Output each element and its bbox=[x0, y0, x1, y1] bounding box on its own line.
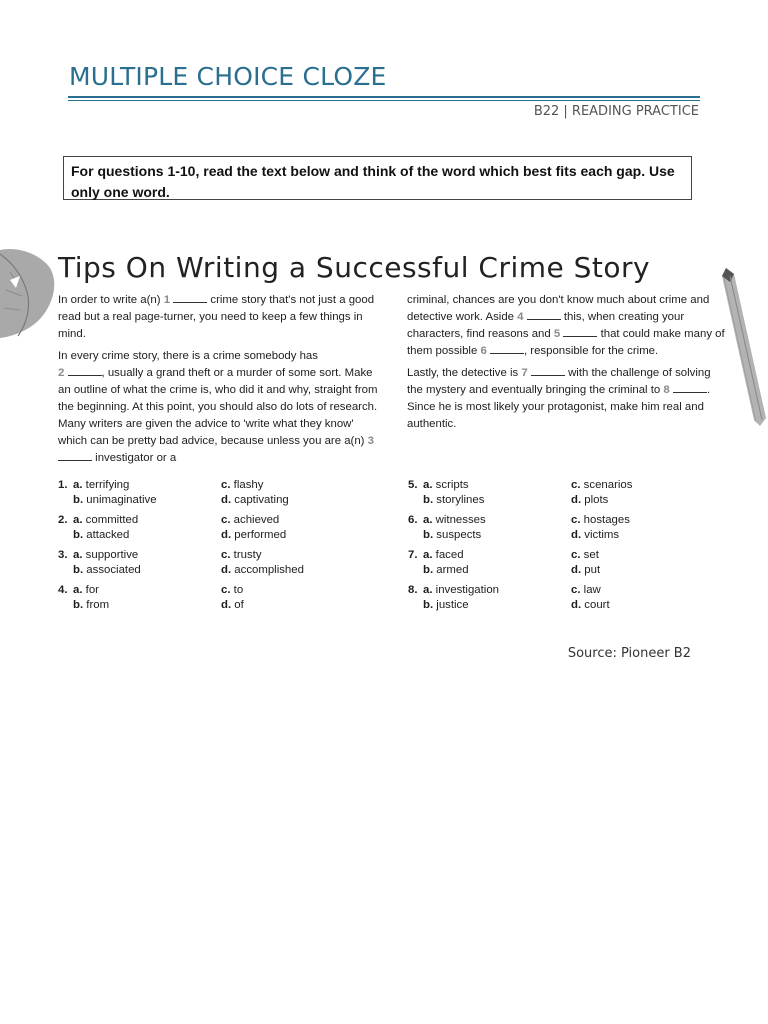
question-number: 5. bbox=[408, 479, 418, 491]
option-b[interactable] bbox=[73, 528, 129, 543]
option-letter: d. bbox=[221, 564, 232, 576]
option-text: hostages bbox=[583, 514, 630, 526]
option-text: storylines bbox=[436, 494, 485, 506]
option-text: terrifying bbox=[85, 479, 130, 491]
option-text: unimaginative bbox=[86, 494, 157, 506]
option-letter: d. bbox=[221, 494, 232, 506]
story-right-column bbox=[407, 292, 729, 438]
option-letter: d. bbox=[571, 494, 582, 506]
instructions-box bbox=[63, 156, 692, 200]
story-text: that could make many of them possible bbox=[407, 328, 725, 357]
option-letter: b. bbox=[423, 494, 434, 506]
question-number: 3. bbox=[58, 549, 68, 561]
option-letter: a. bbox=[423, 584, 433, 596]
story-text: with the challenge of solving the mystery and eventually bringing the criminal to bbox=[407, 367, 711, 396]
option-letter: b. bbox=[73, 529, 84, 541]
option-d[interactable] bbox=[221, 528, 286, 543]
gap-blank bbox=[531, 365, 565, 376]
option-d[interactable] bbox=[571, 563, 600, 578]
option-b[interactable] bbox=[73, 598, 109, 613]
question-item bbox=[58, 548, 358, 580]
option-a[interactable] bbox=[423, 583, 499, 598]
option-a[interactable] bbox=[73, 478, 129, 493]
option-letter: a. bbox=[73, 584, 83, 596]
option-letter: a. bbox=[73, 479, 83, 491]
option-c[interactable] bbox=[221, 548, 262, 563]
option-d[interactable] bbox=[221, 493, 289, 508]
question-item bbox=[408, 478, 708, 510]
question-item bbox=[408, 513, 708, 545]
question-number: 7. bbox=[408, 549, 418, 561]
option-letter: c. bbox=[571, 479, 581, 491]
story-text: criminal, chances are you don't know much about crime and detective work. Aside bbox=[407, 294, 710, 323]
option-letter: c. bbox=[221, 549, 231, 561]
option-a[interactable] bbox=[423, 478, 469, 493]
question-item bbox=[58, 478, 358, 510]
option-letter: b. bbox=[423, 529, 434, 541]
option-text: victims bbox=[584, 529, 620, 541]
option-c[interactable] bbox=[571, 583, 601, 598]
gap-blank bbox=[673, 382, 707, 393]
option-a[interactable] bbox=[423, 548, 464, 563]
option-text: court bbox=[584, 599, 610, 611]
option-c[interactable] bbox=[221, 513, 279, 528]
question-number: 2. bbox=[58, 514, 68, 526]
gap-number: 6 bbox=[480, 345, 487, 357]
option-b[interactable] bbox=[73, 493, 157, 508]
option-a[interactable] bbox=[73, 583, 99, 598]
gap-blank bbox=[527, 309, 561, 320]
source-credit: Source: Pioneer B2 bbox=[567, 646, 691, 661]
option-text: performed bbox=[234, 529, 287, 541]
header-rule-thick bbox=[68, 96, 700, 98]
page-title: MULTIPLE CHOICE CLOZE bbox=[69, 62, 387, 91]
option-letter: c. bbox=[221, 479, 231, 491]
option-text: supportive bbox=[85, 549, 139, 561]
option-text: accomplished bbox=[234, 564, 304, 576]
story-paragraph bbox=[58, 292, 380, 343]
question-item bbox=[58, 583, 358, 615]
option-text: to bbox=[233, 584, 244, 596]
option-text: committed bbox=[85, 514, 139, 526]
story-text: In order to write a(n) bbox=[58, 294, 164, 306]
option-letter: a. bbox=[423, 514, 433, 526]
question-number: 6. bbox=[408, 514, 418, 526]
option-text: flashy bbox=[233, 479, 264, 491]
option-c[interactable] bbox=[571, 548, 599, 563]
option-text: of bbox=[234, 599, 244, 611]
option-d[interactable] bbox=[221, 598, 244, 613]
gap-number: 7 bbox=[521, 367, 528, 379]
story-paragraph bbox=[58, 348, 380, 467]
gap-number: 2 bbox=[58, 367, 65, 379]
option-b[interactable] bbox=[73, 563, 141, 578]
option-letter: a. bbox=[73, 514, 83, 526]
option-letter: d. bbox=[221, 599, 232, 611]
option-text: for bbox=[85, 584, 99, 596]
gap-blank bbox=[490, 343, 524, 354]
option-letter: b. bbox=[73, 599, 84, 611]
gap-number: 1 bbox=[163, 294, 171, 306]
gap-number: 5 bbox=[553, 328, 561, 340]
gap-blank bbox=[58, 450, 92, 461]
option-d[interactable] bbox=[221, 563, 304, 578]
story-text: . Since he is most likely your protagonist, make him real and authentic. bbox=[407, 384, 711, 430]
leaf-decoration-icon bbox=[0, 244, 58, 340]
option-text: captivating bbox=[234, 494, 289, 506]
option-b[interactable] bbox=[423, 528, 481, 543]
option-text: armed bbox=[436, 564, 469, 576]
story-text: crime story that's not just a good read but a real page-turner, you need to keep a few things in mind. bbox=[58, 294, 375, 340]
story-title: Tips On Writing a Successful Crime Story bbox=[58, 251, 651, 284]
option-b[interactable] bbox=[423, 598, 469, 613]
option-letter: a. bbox=[423, 549, 433, 561]
option-d[interactable] bbox=[571, 598, 610, 613]
page-subtitle: B22 | READING PRACTICE bbox=[533, 104, 699, 119]
story-paragraph bbox=[407, 292, 729, 360]
option-letter: c. bbox=[221, 584, 231, 596]
option-text: investigation bbox=[435, 584, 499, 596]
option-text: put bbox=[584, 564, 601, 576]
option-a[interactable] bbox=[73, 548, 138, 563]
story-paragraph bbox=[407, 365, 729, 433]
story-text: this, when creating your characters, find reasons and bbox=[407, 311, 685, 340]
option-letter: b. bbox=[423, 564, 434, 576]
option-letter: b. bbox=[73, 564, 84, 576]
option-text: associated bbox=[86, 564, 141, 576]
option-a[interactable] bbox=[423, 513, 486, 528]
option-text: trusty bbox=[233, 549, 262, 561]
option-b[interactable] bbox=[423, 563, 469, 578]
option-text: justice bbox=[436, 599, 469, 611]
story-text: , usually a grand theft or a murder of some sort. Make an outline of what the crime is, who did it and why, straight from the beginning. At this point, you should also do lots of research. Many writers are given the advice to 'write what they know' which can be pretty bad advice, because unless you are a(n) bbox=[58, 367, 378, 447]
option-letter: c. bbox=[221, 514, 231, 526]
option-a[interactable] bbox=[73, 513, 138, 528]
option-c[interactable] bbox=[571, 513, 630, 528]
option-text: attacked bbox=[86, 529, 130, 541]
option-text: scripts bbox=[435, 479, 469, 491]
option-text: from bbox=[86, 599, 110, 611]
option-c[interactable] bbox=[221, 478, 263, 493]
option-letter: d. bbox=[571, 529, 582, 541]
option-letter: b. bbox=[423, 599, 434, 611]
question-number: 8. bbox=[408, 584, 418, 596]
option-text: plots bbox=[584, 494, 609, 506]
option-text: scenarios bbox=[583, 479, 633, 491]
option-c[interactable] bbox=[221, 583, 243, 598]
option-text: achieved bbox=[233, 514, 280, 526]
question-item bbox=[408, 548, 708, 580]
option-text: law bbox=[583, 584, 601, 596]
instructions-text: For questions 1-10, read the text below and think of the word which best fits each gap. Use only one word. bbox=[71, 163, 675, 200]
option-c[interactable] bbox=[571, 478, 632, 493]
option-d[interactable] bbox=[571, 493, 608, 508]
option-b[interactable] bbox=[423, 493, 484, 508]
option-letter: c. bbox=[571, 549, 581, 561]
gap-number: 3 bbox=[367, 435, 374, 447]
story-text: investigator or a bbox=[92, 452, 177, 464]
option-letter: c. bbox=[571, 514, 581, 526]
option-letter: d. bbox=[571, 564, 582, 576]
header-rule-thin bbox=[68, 100, 700, 101]
option-letter: a. bbox=[423, 479, 433, 491]
question-item bbox=[408, 583, 708, 615]
gap-blank bbox=[68, 365, 102, 376]
option-letter: d. bbox=[571, 599, 582, 611]
option-letter: d. bbox=[221, 529, 232, 541]
gap-blank bbox=[563, 326, 597, 337]
option-text: suspects bbox=[436, 529, 482, 541]
story-text: In every crime story, there is a crime somebody has bbox=[58, 350, 318, 362]
option-text: witnesses bbox=[435, 514, 486, 526]
gap-blank bbox=[173, 292, 207, 303]
option-letter: c. bbox=[571, 584, 581, 596]
story-left-column bbox=[58, 292, 380, 472]
story-text: , responsible for the crime. bbox=[523, 345, 659, 357]
option-text: faced bbox=[435, 549, 464, 561]
option-letter: b. bbox=[73, 494, 84, 506]
question-item bbox=[58, 513, 358, 545]
question-number: 1. bbox=[58, 479, 68, 491]
option-d[interactable] bbox=[571, 528, 619, 543]
gap-number: 8 bbox=[663, 384, 670, 396]
option-text: set bbox=[583, 549, 599, 561]
option-letter: a. bbox=[73, 549, 83, 561]
question-number: 4. bbox=[58, 584, 68, 596]
story-text: Lastly, the detective is bbox=[407, 367, 522, 379]
gap-number: 4 bbox=[517, 311, 524, 323]
